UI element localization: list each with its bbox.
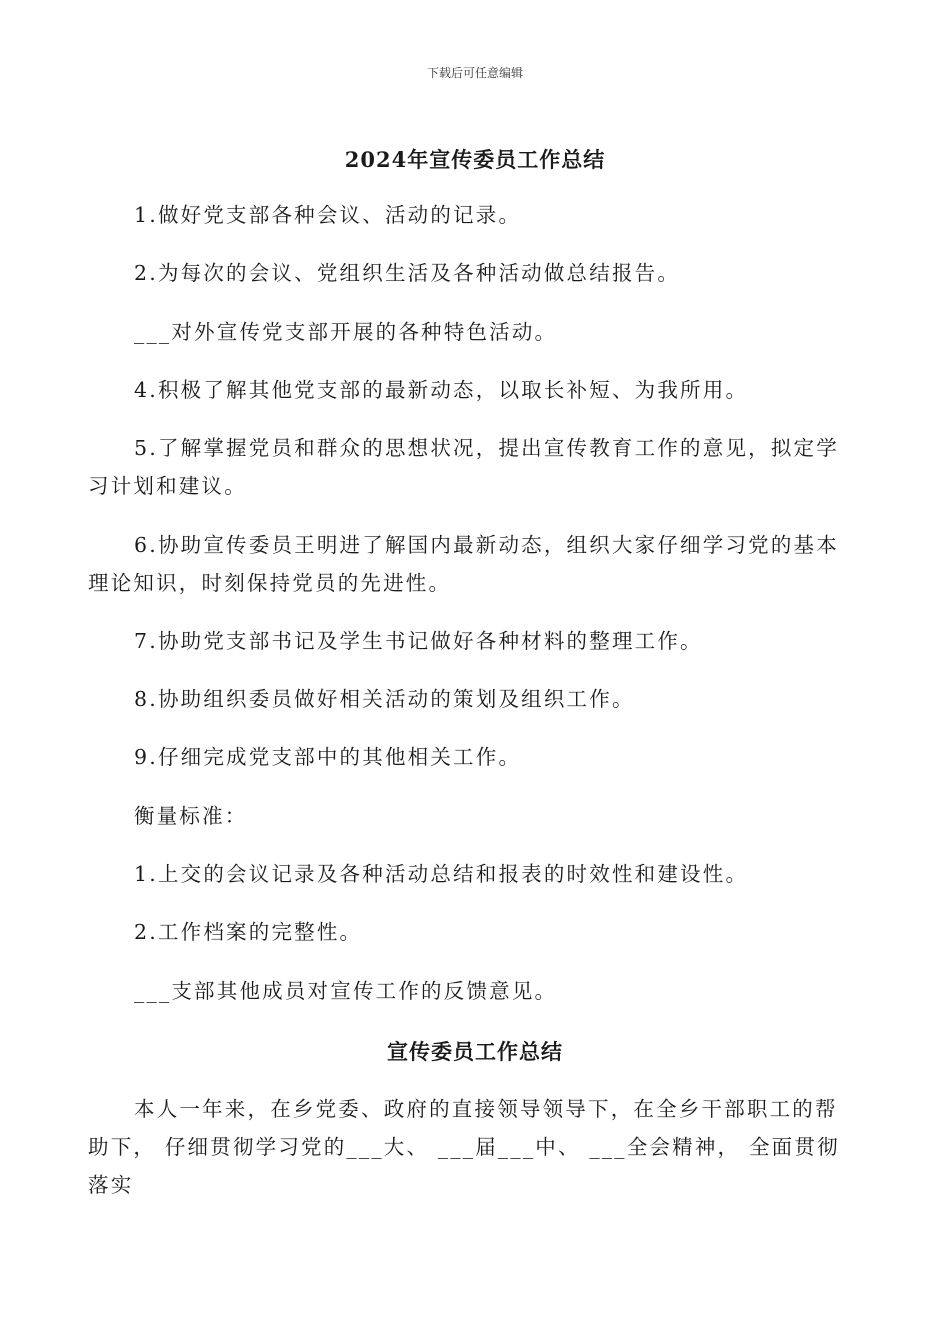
paragraph: ___对外宣传党支部开展的各种特色活动。 [134, 320, 558, 344]
paragraph: 1.做好党支部各种会议、活动的记录。 [134, 203, 522, 227]
paragraph: 7.协助党支部书记及学生书记做好各种材料的整理工作。 [134, 629, 703, 653]
paragraph: 5.了解掌握党员和群众的思想状况，提出宣传教育工作的意见，拟定学习计划和建议。 [88, 436, 839, 498]
paragraph: 本人一年来，在乡党委、政府的直接领导领导下，在全乡干部职工的帮助下， 仔细贯彻学习党的___大、 ___届___中、 ___全会精神， 全面贯彻落实 [88, 1097, 840, 1197]
paragraph: 8.协助组织委员做好相关活动的策划及组织工作。 [134, 687, 635, 711]
paragraph: 2.工作档案的完整性。 [134, 920, 363, 944]
paragraph: 1.上交的会议记录及各种活动总结和报表的时效性和建设性。 [134, 862, 749, 886]
paragraph: 4.积极了解其他党支部的最新动态，以取长补短、为我所用。 [134, 378, 749, 402]
paragraph: ___支部其他成员对宣传工作的反馈意见。 [134, 979, 558, 1003]
paragraph: 6.协助宣传委员王明进了解国内最新动态，组织大家仔细学习党的基本理论知识，时刻保持党员的先进性。 [88, 533, 839, 595]
paragraph: 9.仔细完成党支部中的其他相关工作。 [134, 745, 522, 769]
paragraph: 2.为每次的会议、党组织生活及各种活动做总结报告。 [134, 261, 681, 285]
page-header: 下载后可任意编辑 [426, 66, 523, 80]
section-title: 宣传委员工作总结 [387, 1039, 563, 1064]
paragraph: 衡量标准： [134, 804, 248, 828]
section-title: 2024年宣传委员工作总结 [344, 147, 606, 172]
